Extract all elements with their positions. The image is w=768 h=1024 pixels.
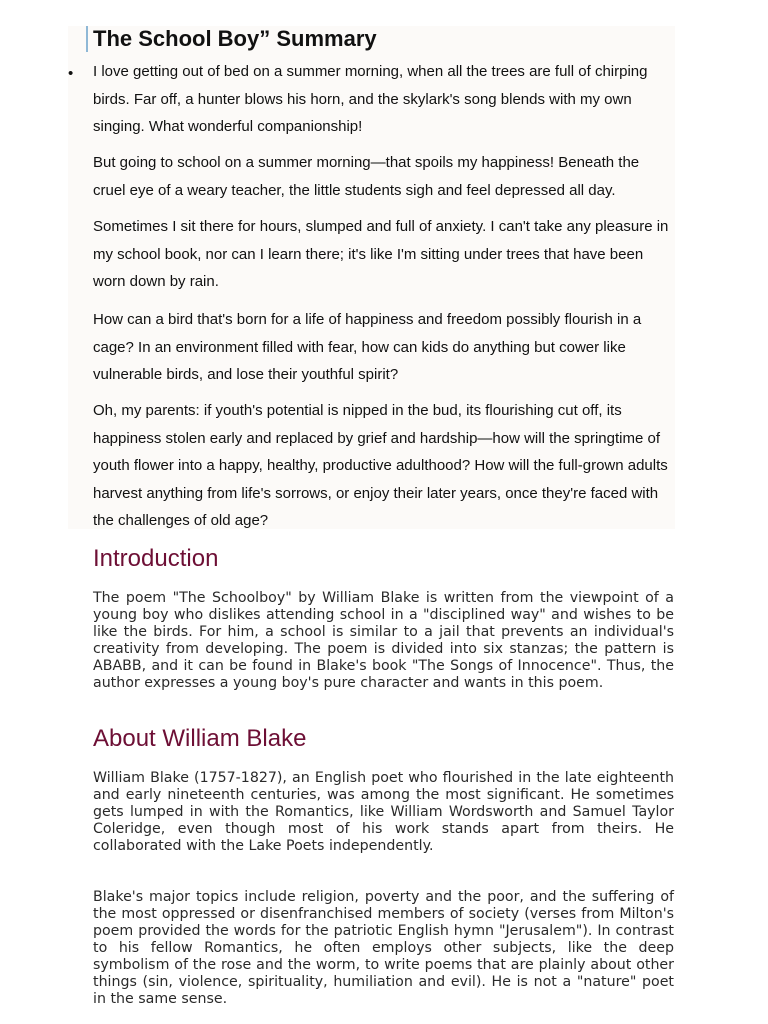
- summary-paragraph-4: How can a bird that's born for a life of happiness and freedom possibly flourish in a cage? In an environment filled with fear, how can kids do anything but cower like vulnerable birds, and lose their youthful spirit?: [93, 311, 642, 383]
- about-heading: About William Blake: [93, 725, 307, 752]
- summary-paragraph-5: Oh, my parents: if youth's potential is nipped in the bud, its flourishing cut off, its happiness stolen early and replaced by grief and hardship—how will the springtime of youth flower into a happy, healthy, productive adulthood? How will the full-grown adults harvest anything from life's sorrows, or enjoy their later years, once they're faced with the challenges of old age?: [93, 402, 668, 529]
- summary-paragraph-1: I love getting out of bed on a summer morning, when all the trees are full of chirping birds. Far off, a hunter blows his horn, and the skylark's song blends with my own singing. What wonderful companionship!: [93, 63, 648, 135]
- introduction-heading: Introduction: [93, 545, 219, 572]
- about-paragraph-1: William Blake (1757-1827), an English poet who flourished in the late eighteenth and early nineteenth centuries, was among the most significant. He sometimes gets lumped in with the Romantics, like William Wordsworth and Samuel Taylor Coleridge, even though most of his work stands apart from theirs. He collaborated with the Lake Poets independently.: [93, 770, 674, 854]
- bullet-marker: •: [68, 65, 74, 82]
- summary-paragraph-3: Sometimes I sit there for hours, slumped and full of anxiety. I can't take any pleasure in my school book, nor can I learn there; it's like I'm sitting under trees that have been worn down by rain.: [93, 218, 669, 290]
- about-paragraph-2: Blake's major topics include religion, poverty and the poor, and the suffering of the most oppressed or disenfranchised members of society (verses from Milton's poem provided the words for the patriotic English hymn "Jerusalem"). In contrast to his fellow Romantics, he often employs other subjects, like the deep symbolism of the rose and the worm, to write poems that are plainly about other things (sin, violence, spirituality, humiliation and evil). He is not a "nature" poet in the same sense.: [93, 889, 674, 1007]
- introduction-paragraph: The poem "The Schoolboy" by William Blake is written from the viewpoint of a young boy who dislikes attending school in a "disciplined way" and wishes to be like the birds. For him, a school is similar to a jail that prevents an individual's creativity from developing. The poem is divided into six stanzas; the pattern is ABABB, and it can be found in Blake's book "The Songs of Innocence". Thus, the author expresses a young boy's pure character and wants in this poem.: [93, 590, 674, 691]
- summary-paragraph-2: But going to school on a summer morning—that spoils my happiness! Beneath the cruel eye of a weary teacher, the little students sigh and feel depressed all day.: [93, 154, 640, 199]
- summary-title: The School Boy” Summary: [86, 26, 377, 52]
